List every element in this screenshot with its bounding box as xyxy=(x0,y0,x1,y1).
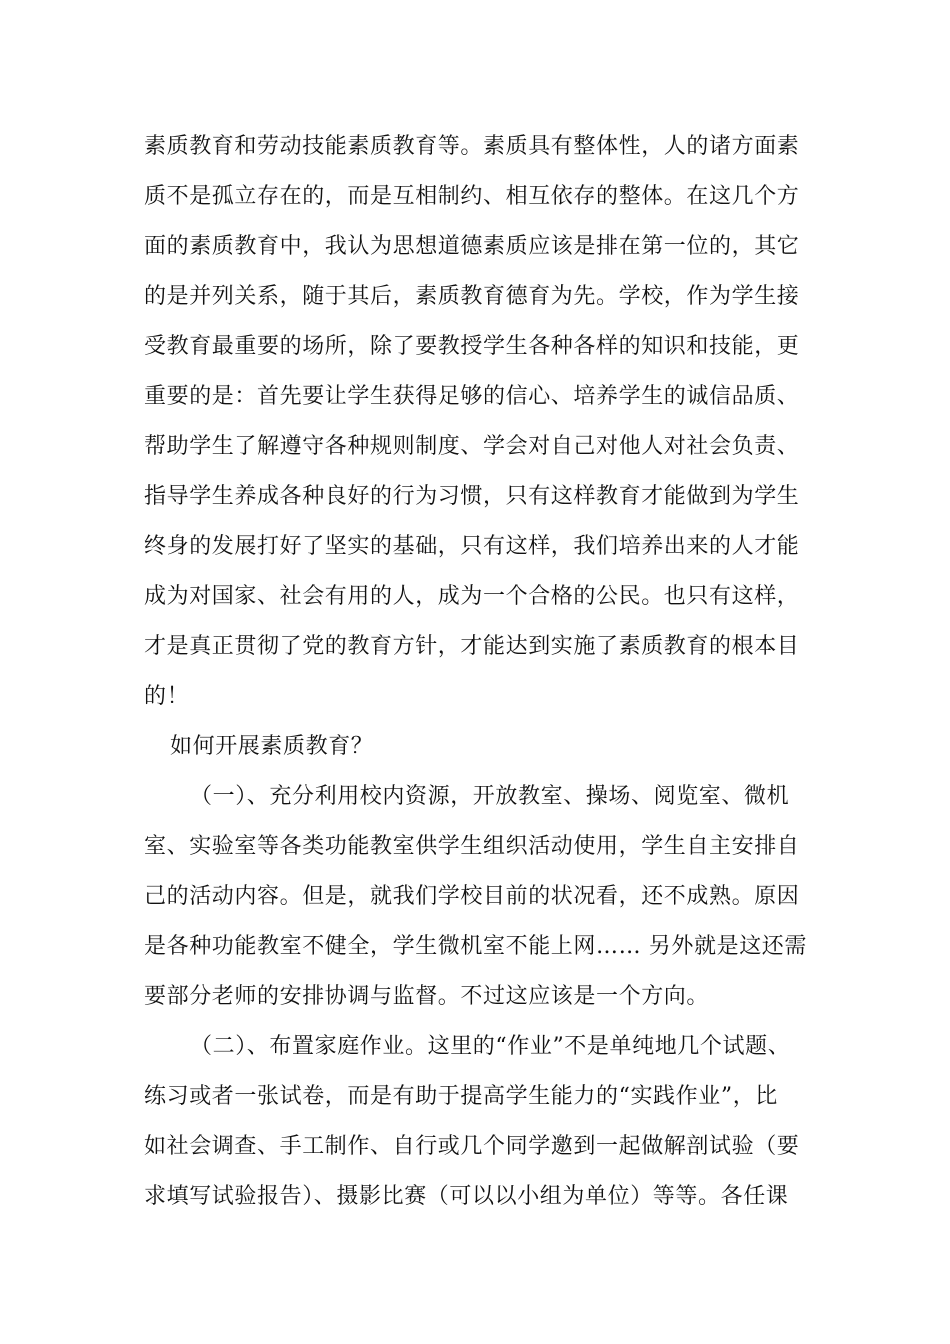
body-text-line: 重要的是：首先要让学生获得足够的信心、培养学生的诚信品质、 xyxy=(144,384,800,409)
body-text-line: 面的素质教育中，我认为思想道德素质应该是排在第一位的，其它 xyxy=(144,234,800,259)
body-text-line: 素质教育和劳动技能素质教育等。素质具有整体性，人的诸方面素 xyxy=(144,134,800,159)
body-text-line: 室、实验室等各类功能教室供学生组织活动使用，学生自主安排自 xyxy=(144,834,800,859)
body-text-line: 指导学生养成各种良好的行为习惯，只有这样教育才能做到为学生 xyxy=(144,484,800,509)
body-text-line: 练习或者一张试卷，而是有助于提高学生能力的“实践作业”，比 xyxy=(144,1084,778,1109)
list-item-one-line: （一）、充分利用校内资源，开放教室、操场、阅览室、微机 xyxy=(190,784,790,809)
list-item-two-line: （二）、布置家庭作业。这里的“作业”不是单纯地几个试题、 xyxy=(190,1034,791,1059)
body-text-line: 要部分老师的安排协调与监督。不过这应该是一个方向。 xyxy=(144,984,710,1009)
body-text-line: 的是并列关系，随于其后，素质教育德育为先。学校，作为学生接 xyxy=(144,284,800,309)
body-text-line: 成为对国家、社会有用的人，成为一个合格的公民。也只有这样， xyxy=(144,584,800,609)
section-heading: 如何开展素质教育？ xyxy=(170,734,374,759)
body-text-line: 是各种功能教室不健全，学生微机室不能上网…… 另外就是这还需 xyxy=(144,934,807,959)
body-text-line: 受教育最重要的场所，除了要教授学生各种各样的知识和技能，更 xyxy=(144,334,800,359)
body-text-line: 己的活动内容。但是，就我们学校目前的状况看，还不成熟。原因 xyxy=(144,884,800,909)
body-text-line: 的！ xyxy=(144,684,190,709)
body-text-line: 求填写试验报告）、摄影比赛（可以以小组为单位）等等。各任课 xyxy=(144,1184,789,1209)
body-text-line: 终身的发展打好了坚实的基础，只有这样，我们培养出来的人才能 xyxy=(144,534,800,559)
body-text-line: 如社会调查、手工制作、自行或几个同学邀到一起做解剖试验（要 xyxy=(144,1134,800,1159)
body-text-line: 帮助学生了解遵守各种规则制度、学会对自己对他人对社会负责、 xyxy=(144,434,800,459)
body-text-line: 才是真正贯彻了党的教育方针，才能达到实施了素质教育的根本目 xyxy=(144,634,800,659)
body-text-line: 质不是孤立存在的，而是互相制约、相互依存的整体。在这几个方 xyxy=(144,184,800,209)
